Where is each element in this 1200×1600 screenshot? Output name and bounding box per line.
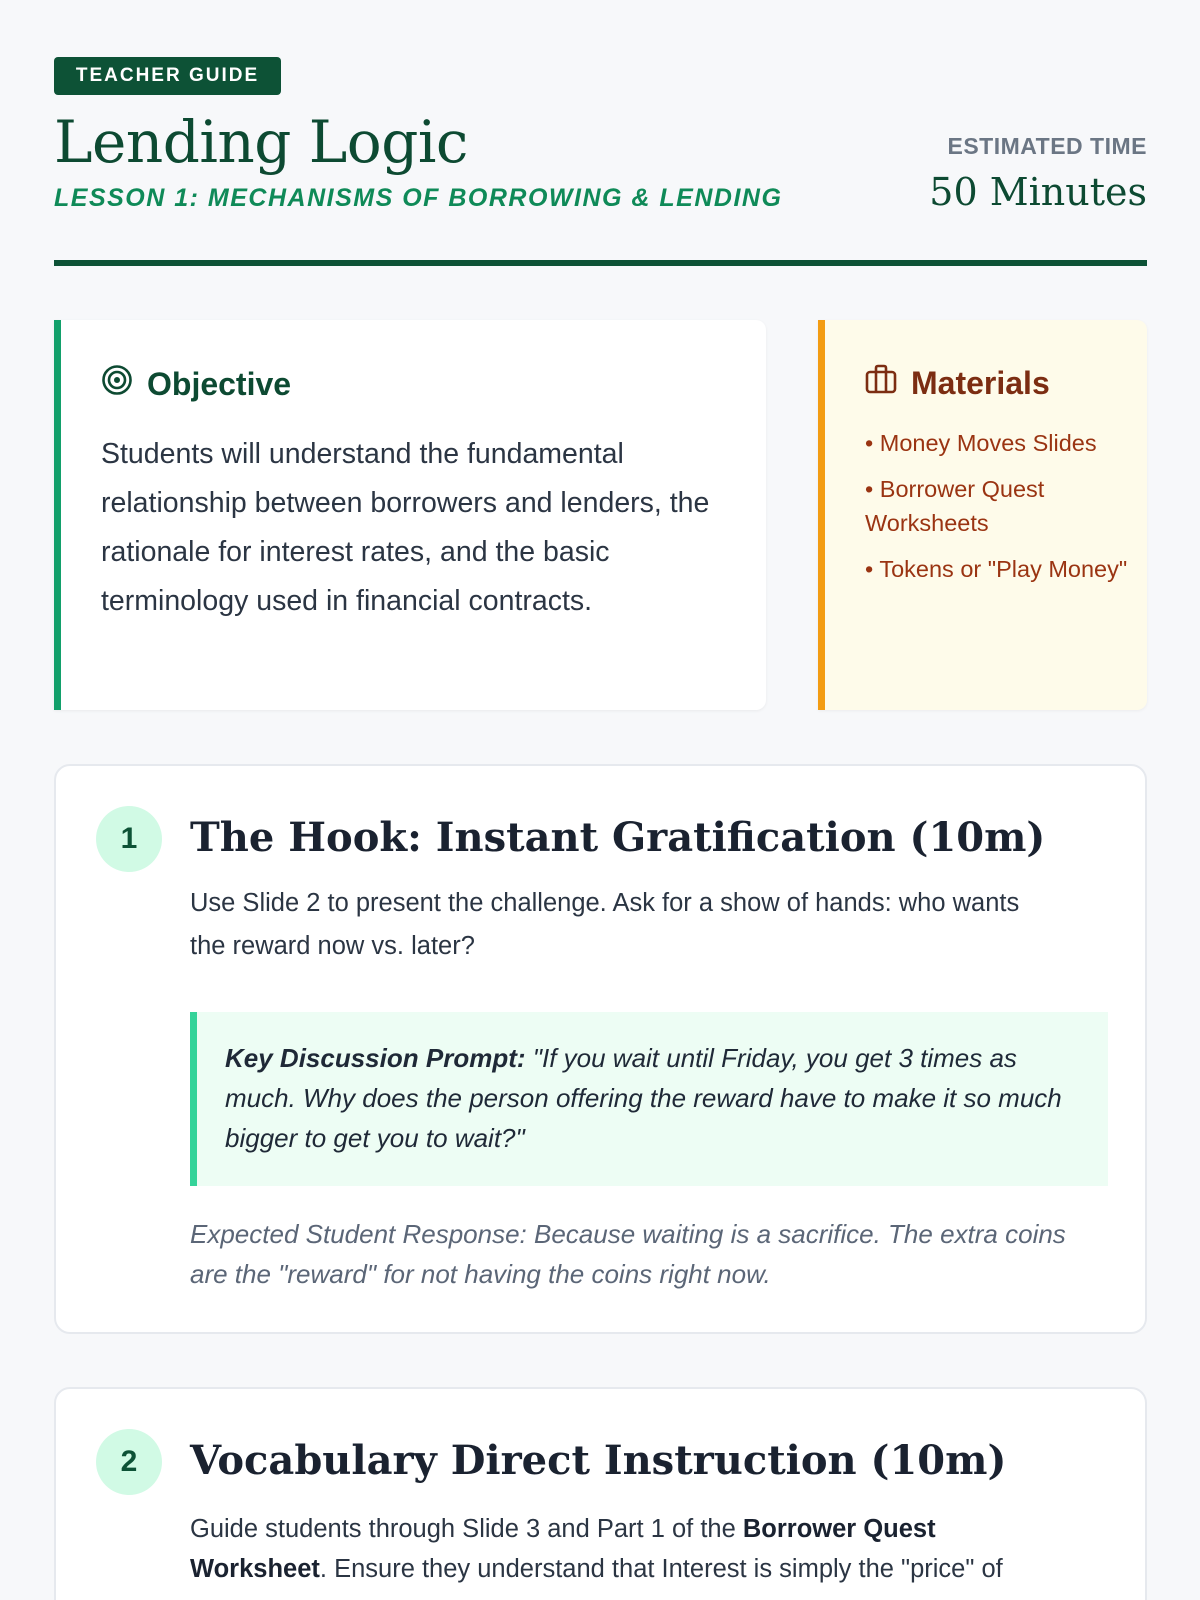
discussion-prompt-text: "If you wait until Friday, you get 3 times as much. Why does the person offering the reward have to make it so much bigger to get you to wait?"	[225, 1043, 1062, 1153]
step-body-text: . Ensure they understand that Interest is simply the "price" of	[319, 1555, 1003, 1583]
estimated-time-label: ESTIMATED TIME	[947, 133, 1147, 159]
objective-heading	[101, 364, 291, 404]
materials-heading	[865, 364, 1050, 402]
header-divider	[54, 260, 1147, 266]
materials-item: • Borrower Quest Worksheets	[865, 472, 1135, 540]
lesson-subtitle: LESSON 1: MECHANISMS OF BORROWING & LENDING	[54, 184, 783, 212]
step-body	[190, 1509, 1050, 1589]
objective-text: Students will understand the fundamental relationship between borrowers and lenders, the rationale for interest rates, and the basic terminology used in financial contracts.	[101, 438, 710, 617]
target-icon	[101, 364, 133, 404]
discussion-prompt-label: Key Discussion Prompt:	[225, 1043, 526, 1073]
objective-card	[54, 320, 766, 710]
discussion-prompt	[225, 1038, 1085, 1158]
step-card-2	[54, 1387, 1147, 1600]
materials-item: • Money Moves Slides	[865, 426, 1135, 460]
expected-response: Expected Student Response: Because waiting is a sacrifice. The extra coins are the "reward" for not having the coins right now.	[190, 1219, 1066, 1289]
step-body-text: Guide students through Slide 3 and Part 1 of the	[190, 1515, 743, 1543]
materials-list	[865, 426, 1135, 598]
step-title: The Hook: Instant Gratification (10m)	[190, 814, 1046, 861]
objective-heading-label: Objective	[147, 365, 292, 402]
discussion-prompt-box	[190, 1012, 1108, 1186]
page-title: Lending Logic	[54, 108, 468, 176]
step-number: 1	[96, 806, 162, 872]
briefcase-icon	[865, 364, 897, 402]
step-body: Use Slide 2 to present the challenge. Ask for a show of hands: who wants the reward now vs. later?	[190, 889, 1020, 960]
step-card-1	[54, 764, 1147, 1334]
materials-heading-label: Materials	[911, 364, 1050, 401]
estimated-time-value: 50 Minutes	[929, 170, 1147, 214]
materials-item: • Tokens or "Play Money"	[865, 552, 1135, 586]
step-title: Vocabulary Direct Instruction (10m)	[190, 1437, 1007, 1484]
teacher-guide-badge: TEACHER GUIDE	[54, 57, 281, 95]
materials-card	[818, 320, 1147, 710]
worksheet-name: Borrower Quest Worksheet	[190, 1515, 936, 1583]
step-number: 2	[96, 1429, 162, 1495]
